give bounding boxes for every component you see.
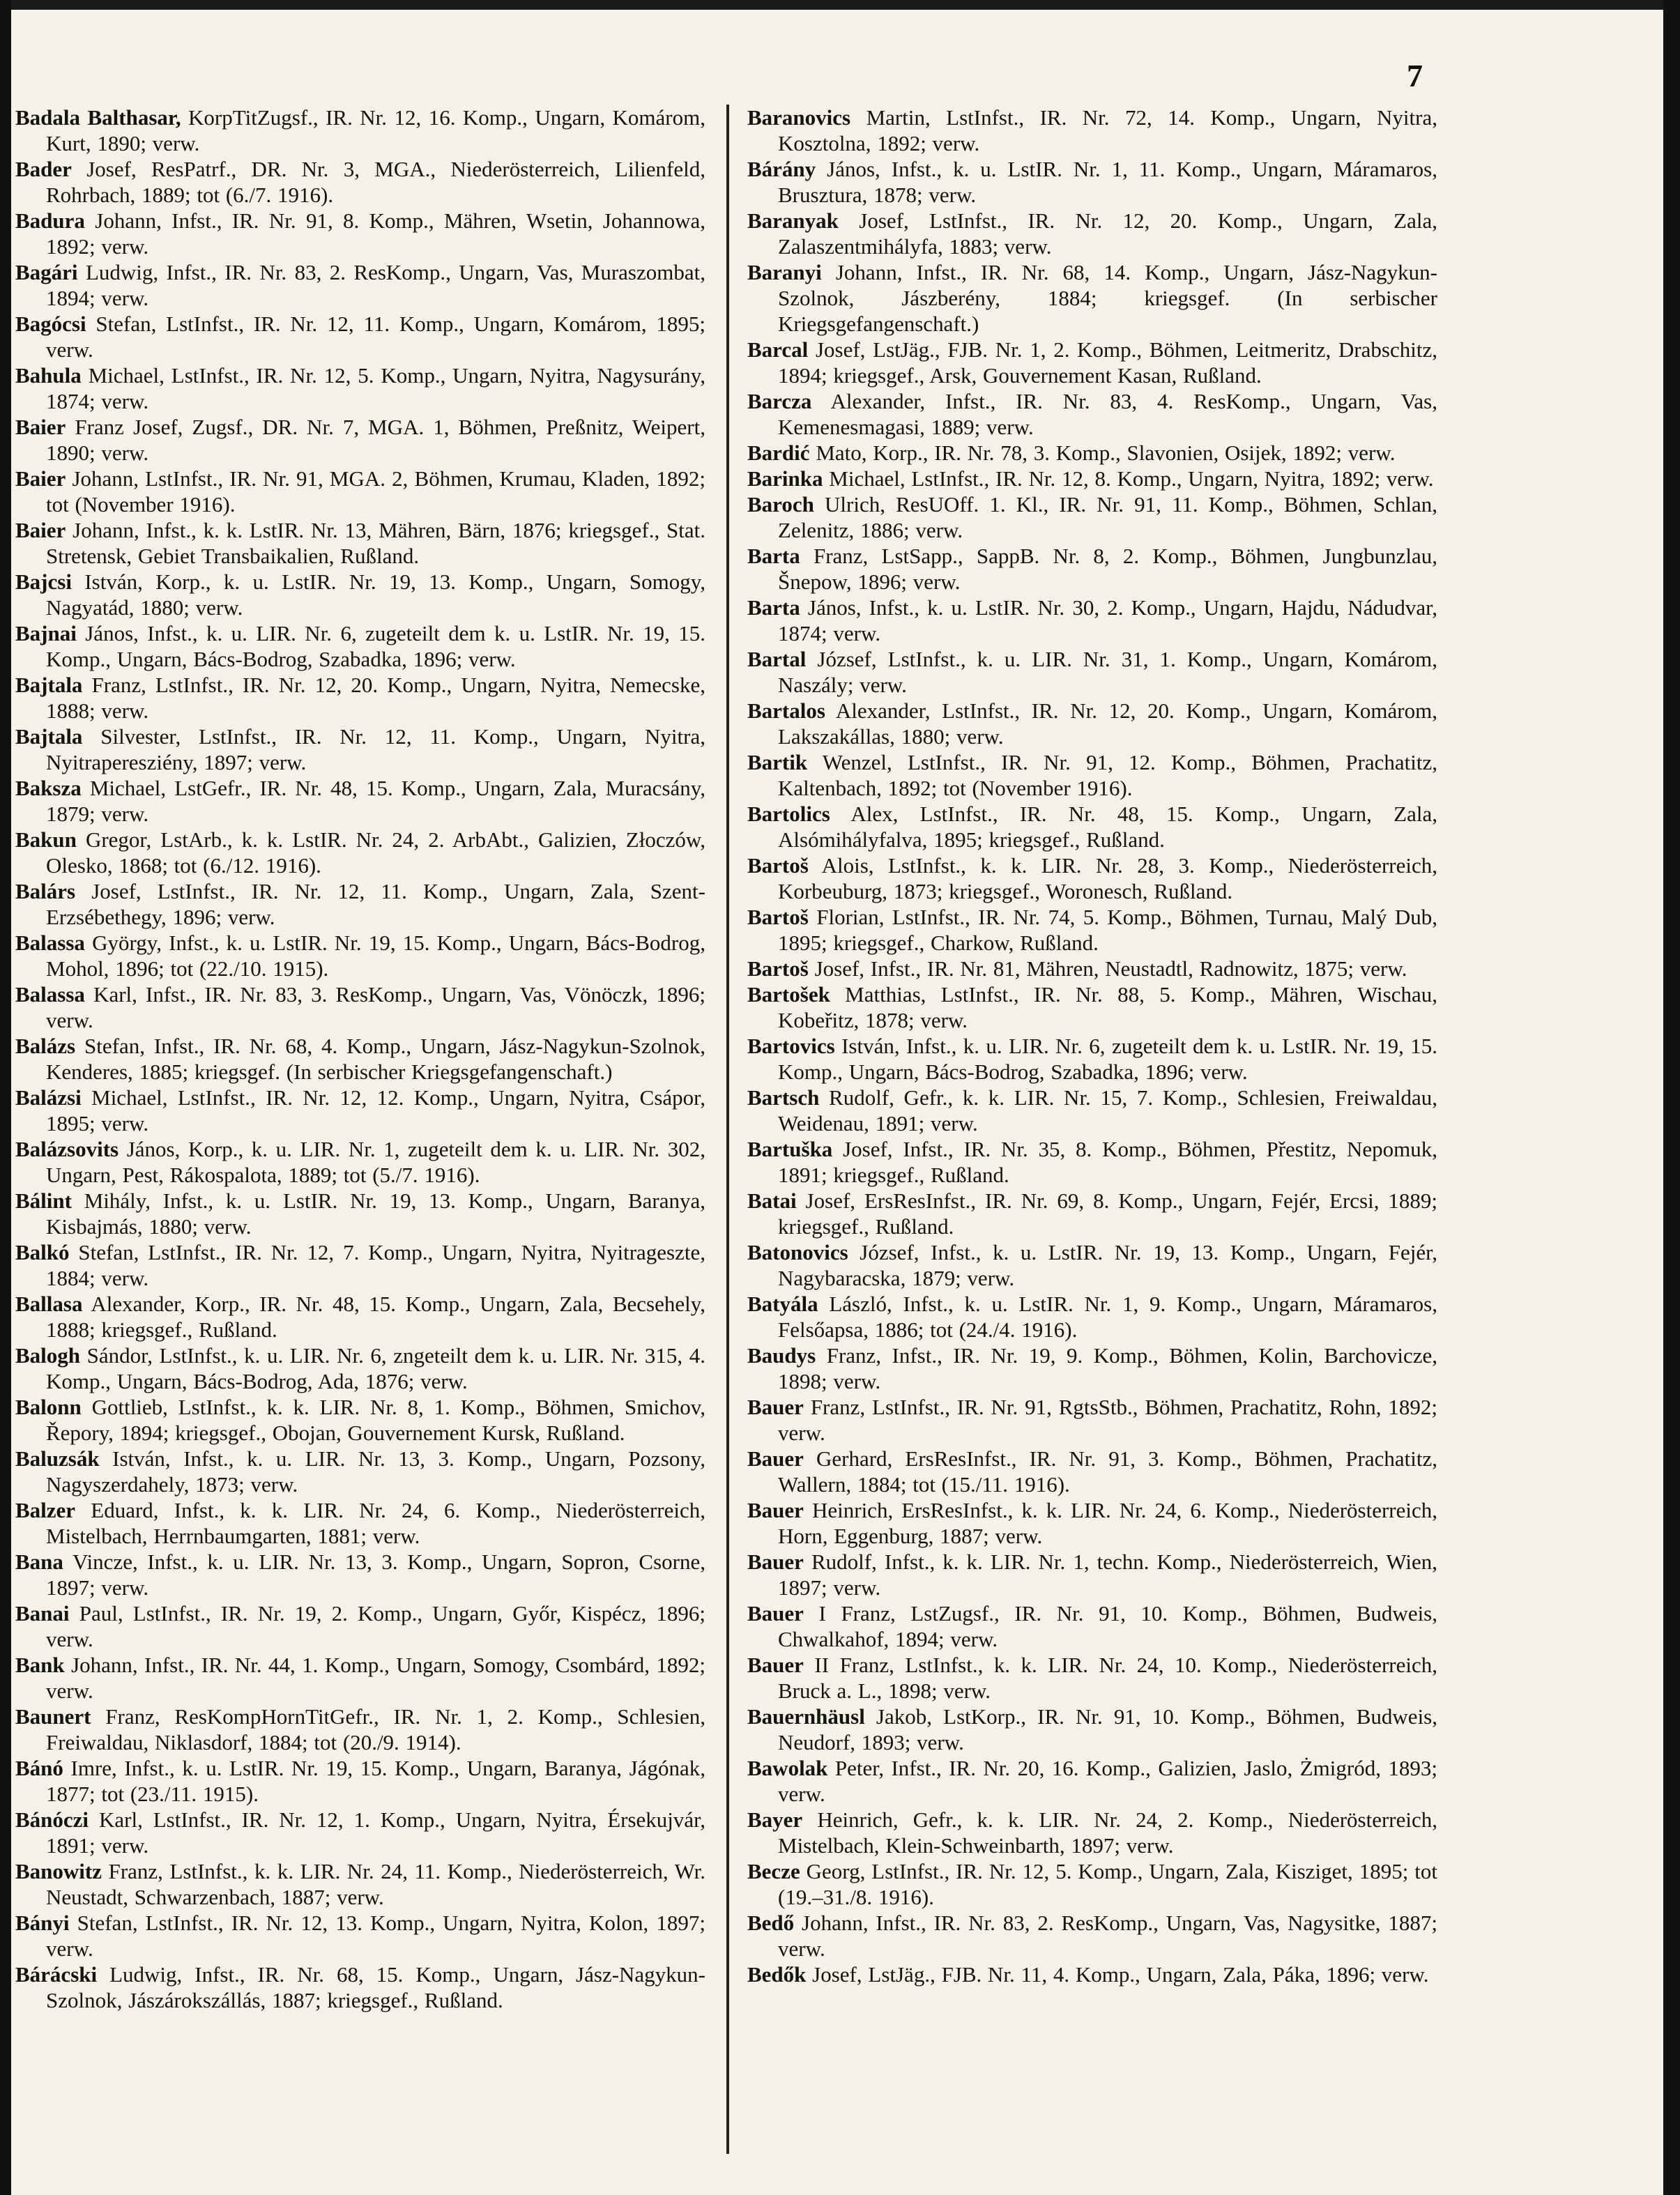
register-entry bbox=[15, 724, 705, 775]
entry-surname: Balzer bbox=[15, 1498, 76, 1522]
entry-surname: Barta bbox=[747, 595, 800, 620]
register-entry bbox=[15, 1858, 705, 1910]
entry-surname: Baudys bbox=[747, 1343, 816, 1368]
entry-surname: Balázsi bbox=[15, 1085, 82, 1110]
entry-surname: Bartoš bbox=[747, 853, 809, 878]
entry-details: Peter, Infst., IR. Nr. 20, 16. Komp., Galizien, Jaslo, Żmigród, 1893; verw. bbox=[778, 1756, 1437, 1806]
entry-surname: Balázs bbox=[15, 1034, 76, 1058]
register-entry bbox=[15, 362, 705, 414]
entry-surname: Bagócsi bbox=[15, 312, 86, 336]
register-entry bbox=[15, 930, 705, 981]
entry-surname: Barta bbox=[747, 544, 800, 568]
entry-details: Rudolf, Gefr., k. k. LIR. Nr. 15, 7. Komp., Schlesien, Freiwaldau, Weidenau, 1891; verw. bbox=[778, 1085, 1437, 1135]
entry-surname: Bauer bbox=[747, 1653, 804, 1677]
entry-surname: Bawolak bbox=[747, 1756, 828, 1780]
register-entry bbox=[15, 1600, 705, 1652]
entry-surname: Bajnai bbox=[15, 621, 77, 645]
entry-details: Josef, LstJäg., FJB. Nr. 11, 4. Komp., Ungarn, Zala, Páka, 1896; verw. bbox=[806, 1962, 1429, 1987]
entry-details: Alexander, Korp., IR. Nr. 48, 15. Komp., Ungarn, Zala, Becsehely, 1888; kriegsgef., Rußland. bbox=[46, 1292, 705, 1342]
entry-surname: Bauer bbox=[747, 1446, 804, 1471]
entry-details: János, Infst., k. u. LstIR. Nr. 30, 2. Komp., Ungarn, Hajdu, Nádudvar, 1874; verw. bbox=[778, 595, 1437, 645]
entry-details: Franz, LstInfst., IR. Nr. 12, 20. Komp., Ungarn, Nyitra, Nemecske, 1888; verw. bbox=[46, 673, 705, 723]
register-entry bbox=[747, 1755, 1437, 1807]
register-entry bbox=[15, 1497, 705, 1549]
register-entry bbox=[15, 1033, 705, 1085]
entry-surname: Bauer bbox=[747, 1550, 804, 1574]
register-entry bbox=[747, 904, 1437, 956]
entry-details: György, Infst., k. u. LstIR. Nr. 19, 15. Komp., Ungarn, Bács-Bodrog, Mohol, 1896; tot (22./10. 1915). bbox=[46, 931, 705, 981]
register-entry bbox=[747, 1858, 1437, 1910]
entry-surname: Badala Balthasar, bbox=[15, 105, 181, 130]
entry-details: István, Korp., k. u. LstIR. Nr. 19, 13. Komp., Ungarn, Somogy, Nagyatád, 1880; verw. bbox=[46, 569, 705, 620]
entry-surname: Bartolics bbox=[747, 802, 830, 826]
entry-surname: Baier bbox=[15, 518, 66, 542]
register-entry bbox=[747, 491, 1437, 543]
entry-details: II Franz, LstInfst., k. k. LIR. Nr. 24, 10. Komp., Niederösterreich, Bruck a. L., 1898; verw. bbox=[778, 1653, 1437, 1703]
entry-surname: Bank bbox=[15, 1653, 65, 1677]
register-entry bbox=[15, 672, 705, 724]
register-entry bbox=[747, 1910, 1437, 1961]
entry-details: István, Infst., k. u. LIR. Nr. 13, 3. Komp., Ungarn, Pozsony, Nagyszerdahely, 1873; verw. bbox=[46, 1446, 705, 1497]
register-entry bbox=[747, 466, 1437, 491]
register-entry bbox=[747, 749, 1437, 801]
entry-surname: Bardić bbox=[747, 441, 810, 465]
entry-surname: Bakun bbox=[15, 827, 77, 852]
entry-details: Alexander, LstInfst., IR. Nr. 12, 20. Komp., Ungarn, Komárom, Lakszakállas, 1880; verw. bbox=[778, 698, 1437, 749]
register-entry bbox=[15, 311, 705, 362]
register-entry bbox=[15, 1446, 705, 1497]
page-number: 7 bbox=[1407, 58, 1423, 93]
entry-surname: Badura bbox=[15, 208, 85, 233]
register-entry bbox=[747, 981, 1437, 1033]
entry-surname: Bader bbox=[15, 157, 72, 181]
register-entry bbox=[15, 1910, 705, 1961]
entry-surname: Bedők bbox=[747, 1962, 807, 1987]
entry-details: Josef, Infst., IR. Nr. 81, Mähren, Neustadtl, Radnowitz, 1875; verw. bbox=[808, 956, 1407, 981]
entry-surname: Bajtala bbox=[15, 673, 83, 697]
register-entry bbox=[747, 1446, 1437, 1497]
entry-details: József, Infst., k. u. LstIR. Nr. 19, 13. Komp., Ungarn, Fejér, Nagybaracska, 1879; verw. bbox=[778, 1240, 1437, 1290]
register-entry bbox=[15, 208, 705, 259]
entry-surname: Batai bbox=[747, 1188, 797, 1213]
entry-details: Johann, LstInfst., IR. Nr. 91, MGA. 2, Böhmen, Krumau, Kladen, 1892; tot (November 1916). bbox=[46, 466, 705, 517]
register-entry bbox=[15, 775, 705, 827]
entry-details: Josef, LstInfst., IR. Nr. 12, 20. Komp., Ungarn, Zala, Zalaszentmihályfa, 1883; verw. bbox=[778, 208, 1437, 259]
entry-surname: Balonn bbox=[15, 1395, 82, 1419]
entry-surname: Bana bbox=[15, 1550, 63, 1574]
register-entry bbox=[747, 1807, 1437, 1858]
entry-surname: Bauer bbox=[747, 1601, 804, 1626]
register-entry bbox=[747, 1652, 1437, 1704]
register-entry bbox=[747, 1033, 1437, 1085]
entry-details: Mato, Korp., IR. Nr. 78, 3. Komp., Slavonien, Osijek, 1892; verw. bbox=[809, 441, 1396, 465]
register-entry bbox=[15, 1961, 705, 2013]
entry-details: Franz, LstInfst., k. k. LIR. Nr. 24, 11. Komp., Niederösterreich, Wr. Neustadt, Schwarzenbach, 1887; verw. bbox=[46, 1859, 705, 1909]
register-entry bbox=[747, 208, 1437, 259]
entry-details: Sándor, LstInfst., k. u. LIR. Nr. 6, zngeteilt dem k. u. LIR. Nr. 315, 4. Komp., Ungarn, Bács-Bodrog, Ada, 1876; verw. bbox=[46, 1343, 705, 1393]
register-entry bbox=[747, 698, 1437, 749]
register-entry bbox=[15, 1239, 705, 1291]
register-entry bbox=[747, 543, 1437, 595]
register-entry bbox=[15, 517, 705, 569]
entry-surname: Bartošek bbox=[747, 982, 830, 1007]
register-entry bbox=[747, 1136, 1437, 1188]
entry-surname: Baksza bbox=[15, 776, 82, 800]
register-entry bbox=[15, 105, 705, 156]
entry-details: Franz Josef, Zugsf., DR. Nr. 7, MGA. 1, Böhmen, Preßnitz, Weipert, 1890; verw. bbox=[46, 415, 705, 465]
entry-surname: Bauernhäusl bbox=[747, 1704, 865, 1729]
entry-surname: Barcza bbox=[747, 389, 812, 413]
entry-details: Ulrich, ResUOff. 1. Kl., IR. Nr. 91, 11. Komp., Böhmen, Schlan, Zelenitz, 1886; verw. bbox=[778, 492, 1437, 542]
register-entry bbox=[15, 466, 705, 517]
entry-details: Alexander, Infst., IR. Nr. 83, 4. ResKomp., Ungarn, Vas, Kemenesmagasi, 1889; verw. bbox=[778, 389, 1437, 439]
scan-border-left bbox=[0, 0, 11, 2195]
entry-surname: Bauer bbox=[747, 1395, 804, 1419]
entry-details: Stefan, LstInfst., IR. Nr. 12, 11. Komp., Ungarn, Komárom, 1895; verw. bbox=[46, 312, 705, 362]
register-entry bbox=[15, 1549, 705, 1600]
entry-details: I Franz, LstZugsf., IR. Nr. 91, 10. Komp., Böhmen, Budweis, Chwalkahof, 1894; verw. bbox=[778, 1601, 1437, 1651]
entry-surname: Batyála bbox=[747, 1292, 818, 1316]
entry-details: Franz, Infst., IR. Nr. 19, 9. Komp., Böhmen, Kolin, Barchovicze, 1898; verw. bbox=[778, 1343, 1437, 1393]
entry-surname: Baranyak bbox=[747, 208, 839, 233]
register-entry bbox=[747, 1497, 1437, 1549]
entry-surname: Ballasa bbox=[15, 1292, 83, 1316]
entry-surname: Bartsch bbox=[747, 1085, 820, 1110]
entry-details: Jakob, LstKorp., IR. Nr. 91, 10. Komp., Böhmen, Budweis, Neudorf, 1893; verw. bbox=[778, 1704, 1437, 1754]
register-entry bbox=[747, 956, 1437, 981]
entry-details: Karl, LstInfst., IR. Nr. 12, 1. Komp., Ungarn, Nyitra, Érsekujvár, 1891; verw. bbox=[46, 1807, 705, 1858]
entry-surname: Bagári bbox=[15, 260, 78, 284]
entry-surname: Balassa bbox=[15, 931, 85, 955]
entry-surname: Baunert bbox=[15, 1704, 91, 1729]
entry-details: Georg, LstInfst., IR. Nr. 12, 5. Komp., Ungarn, Zala, Kisziget, 1895; tot (19.–31./8. 1916). bbox=[778, 1859, 1437, 1909]
entry-surname: Baranyi bbox=[747, 260, 822, 284]
entry-details: Karl, Infst., IR. Nr. 83, 3. ResKomp., Ungarn, Vas, Vönöczk, 1896; verw. bbox=[46, 982, 705, 1032]
entry-details: Michael, LstInfst., IR. Nr. 12, 12. Komp., Ungarn, Nyitra, Csápor, 1895; verw. bbox=[46, 1085, 705, 1135]
register-entry bbox=[747, 1085, 1437, 1136]
register-entry bbox=[15, 1652, 705, 1704]
register-entry bbox=[15, 1394, 705, 1446]
entry-surname: Bárány bbox=[747, 157, 816, 181]
scan-border-right bbox=[1663, 0, 1680, 2195]
entry-details: Johann, Infst., IR. Nr. 44, 1. Komp., Ungarn, Somogy, Csombárd, 1892; verw. bbox=[46, 1653, 705, 1703]
entry-details: Michael, LstInfst., IR. Nr. 12, 8. Komp., Ungarn, Nyitra, 1892; verw. bbox=[823, 466, 1434, 491]
register-entry bbox=[747, 595, 1437, 646]
entry-details: Stefan, LstInfst., IR. Nr. 12, 7. Komp., Ungarn, Nyitra, Nyitrageszte, 1884; verw. bbox=[46, 1240, 705, 1290]
register-entry bbox=[747, 801, 1437, 852]
register-entry bbox=[747, 105, 1437, 156]
entry-details: László, Infst., k. u. LstIR. Nr. 1, 9. Komp., Ungarn, Máramaros, Felsőapsa, 1886; tot (24./4. 1916). bbox=[778, 1292, 1437, 1342]
register-entry bbox=[747, 1600, 1437, 1652]
entry-details: Franz, ResKompHornTitGefr., IR. Nr. 1, 2. Komp., Schlesien, Freiwaldau, Niklasdorf, 1884; tot (20./9. 1914). bbox=[46, 1704, 705, 1754]
entry-details: Matthias, LstInfst., IR. Nr. 88, 5. Komp., Mähren, Wischau, Kobeřitz, 1878; verw. bbox=[778, 982, 1437, 1032]
entry-details: Johann, Infst., IR. Nr. 91, 8. Komp., Mähren, Wsetin, Johannowa, 1892; verw. bbox=[46, 208, 705, 259]
entry-details: Gregor, LstArb., k. k. LstIR. Nr. 24, 2. ArbAbt., Galizien, Złoczów, Olesko, 1868; tot (6./12. 1916). bbox=[46, 827, 705, 878]
register-entry bbox=[747, 440, 1437, 466]
entry-details: Gottlieb, LstInfst., k. k. LIR. Nr. 8, 1. Komp., Böhmen, Smichov, Řepory, 1894; kriegsgef., Obojan, Gouvernement Kursk, Rußland. bbox=[46, 1395, 705, 1445]
entry-surname: Bartoš bbox=[747, 905, 809, 929]
register-entry bbox=[15, 1343, 705, 1394]
entry-details: Vincze, Infst., k. u. LIR. Nr. 13, 3. Komp., Ungarn, Sopron, Csorne, 1897; verw. bbox=[46, 1550, 705, 1600]
column-divider bbox=[726, 105, 729, 2154]
entry-details: Josef, ErsResInfst., IR. Nr. 69, 8. Komp., Ungarn, Fejér, Ercsi, 1889; kriegsgef., Rußland. bbox=[778, 1188, 1437, 1239]
entry-details: Josef, LstJäg., FJB. Nr. 1, 2. Komp., Böhmen, Leitmeritz, Drabschitz, 1894; kriegsgef., Arsk, Gouvernement Kasan, Rußland. bbox=[778, 337, 1437, 388]
register-entry bbox=[15, 981, 705, 1033]
entry-details: Stefan, LstInfst., IR. Nr. 12, 13. Komp., Ungarn, Nyitra, Kolon, 1897; verw. bbox=[46, 1911, 705, 1961]
entry-surname: Barcal bbox=[747, 337, 809, 362]
entry-details: Michael, LstGefr., IR. Nr. 48, 15. Komp., Ungarn, Zala, Muracsány, 1879; verw. bbox=[46, 776, 705, 826]
register-entry bbox=[747, 259, 1437, 337]
entry-surname: Bahula bbox=[15, 363, 82, 388]
register-entry bbox=[15, 414, 705, 466]
entry-surname: Bajtala bbox=[15, 724, 83, 749]
column-right bbox=[747, 105, 1437, 2185]
entry-surname: Baier bbox=[15, 466, 66, 491]
entry-details: János, Infst., k. u. LstIR. Nr. 1, 11. Komp., Ungarn, Máramaros, Brusztura, 1878; verw. bbox=[778, 157, 1437, 207]
entry-surname: Bartalos bbox=[747, 698, 825, 723]
entry-surname: Bartovics bbox=[747, 1034, 835, 1058]
entry-details: József, LstInfst., k. u. LIR. Nr. 31, 1. Komp., Ungarn, Komárom, Naszály; verw. bbox=[778, 647, 1437, 697]
register-entry bbox=[15, 1188, 705, 1239]
entry-details: Franz, LstInfst., IR. Nr. 91, RgtsStb., Böhmen, Prachatitz, Rohn, 1892; verw. bbox=[778, 1395, 1437, 1445]
register-entry bbox=[15, 827, 705, 878]
register-entry bbox=[747, 1549, 1437, 1600]
entry-details: Johann, Infst., k. k. LstIR. Nr. 13, Mähren, Bärn, 1876; kriegsgef., Stat. Stretensk, Gebiet Transbaikalien, Rußland. bbox=[46, 518, 705, 568]
entry-details: Alois, LstInfst., k. k. LIR. Nr. 28, 3. Komp., Niederösterreich, Korbeuburg, 1873; kriegsgef., Woronesch, Rußland. bbox=[778, 853, 1437, 903]
entry-surname: Baroch bbox=[747, 492, 814, 517]
register-entry bbox=[747, 646, 1437, 698]
register-entry bbox=[15, 878, 705, 930]
register-entry bbox=[15, 1085, 705, 1136]
register-entry bbox=[15, 569, 705, 620]
entry-details: Josef, ResPatrf., DR. Nr. 3, MGA., Niederösterreich, Lilienfeld, Rohrbach, 1889; tot (6./7. 1916). bbox=[46, 157, 705, 207]
register-entry bbox=[747, 388, 1437, 440]
register-entry bbox=[15, 1704, 705, 1755]
entry-surname: Bálint bbox=[15, 1188, 72, 1213]
entry-details: Imre, Infst., k. u. LstIR. Nr. 19, 15. Komp., Ungarn, Baranya, Jágónak, 1877; tot (23./11. 1915). bbox=[46, 1756, 705, 1806]
entry-details: Ludwig, Infst., IR. Nr. 83, 2. ResKomp., Ungarn, Vas, Muraszombat, 1894; verw. bbox=[46, 260, 705, 310]
register-entry bbox=[15, 259, 705, 311]
scan-border-top bbox=[0, 0, 1680, 10]
entry-details: Heinrich, Gefr., k. k. LIR. Nr. 24, 2. Komp., Niederösterreich, Mistelbach, Klein-Schweinbarth, 1897; verw. bbox=[778, 1807, 1437, 1858]
entry-details: Josef, Infst., IR. Nr. 35, 8. Komp., Böhmen, Přestitz, Nepomuk, 1891; kriegsgef., Rußland. bbox=[778, 1137, 1437, 1187]
register-entry bbox=[747, 852, 1437, 904]
register-entry bbox=[747, 1239, 1437, 1291]
register-entry bbox=[747, 1188, 1437, 1239]
entry-details: Josef, LstInfst., IR. Nr. 12, 11. Komp., Ungarn, Zala, Szent-Erzsébethegy, 1896; verw. bbox=[46, 879, 705, 929]
column-left bbox=[15, 105, 705, 2185]
entry-surname: Banowitz bbox=[15, 1859, 102, 1883]
register-entry bbox=[747, 1343, 1437, 1394]
entry-surname: Baranovics bbox=[747, 105, 851, 130]
entry-details: Alex, LstInfst., IR. Nr. 48, 15. Komp., Ungarn, Zala, Alsómihályfalva, 1895; kriegsgef., Rußland. bbox=[778, 802, 1437, 852]
register-entry bbox=[747, 1394, 1437, 1446]
register-entry bbox=[747, 1291, 1437, 1343]
entry-surname: Balogh bbox=[15, 1343, 81, 1368]
entry-surname: Becze bbox=[747, 1859, 800, 1883]
register-entry bbox=[15, 1807, 705, 1858]
entry-surname: Bayer bbox=[747, 1807, 803, 1832]
entry-details: Johann, Infst., IR. Nr. 83, 2. ResKomp., Ungarn, Vas, Nagysitke, 1887; verw. bbox=[778, 1911, 1437, 1961]
register-entry bbox=[15, 1136, 705, 1188]
entry-surname: Balassa bbox=[15, 982, 85, 1007]
entry-details: Ludwig, Infst., IR. Nr. 68, 15. Komp., Ungarn, Jász-Nagykun-Szolnok, Jászárokszállás, 1887; kriegsgef., Rußland. bbox=[46, 1962, 705, 2012]
entry-details: Heinrich, ErsResInfst., k. k. LIR. Nr. 24, 6. Komp., Niederösterreich, Horn, Eggenburg, 1887; verw. bbox=[778, 1498, 1437, 1548]
entry-surname: Bánóczi bbox=[15, 1807, 89, 1832]
entry-details: Silvester, LstInfst., IR. Nr. 12, 11. Komp., Ungarn, Nyitra, Nyitraperesziény, 1897; verw. bbox=[46, 724, 705, 774]
entry-details: Johann, Infst., IR. Nr. 68, 14. Komp., Ungarn, Jász-Nagykun-Szolnok, Jászberény, 1884; kriegsgef. (In serbischer Kriegsgefangenschaft.) bbox=[778, 260, 1437, 336]
register-entry bbox=[747, 337, 1437, 388]
entry-surname: Bartoš bbox=[747, 956, 809, 981]
entry-surname: Balázsovits bbox=[15, 1137, 119, 1161]
entry-details: Rudolf, Infst., k. k. LIR. Nr. 1, techn. Komp., Niederösterreich, Wien, 1897; verw. bbox=[778, 1550, 1437, 1600]
entry-surname: Banai bbox=[15, 1601, 70, 1626]
entry-details: Gerhard, ErsResInfst., IR. Nr. 91, 3. Komp., Böhmen, Prachatitz, Wallern, 1884; tot (15./11. 1916). bbox=[778, 1446, 1437, 1497]
register-entry bbox=[15, 1291, 705, 1343]
entry-details: Franz, LstSapp., SappB. Nr. 8, 2. Komp., Böhmen, Jungbunzlau, Šnepow, 1896; verw. bbox=[778, 544, 1437, 594]
entry-surname: Baluzsák bbox=[15, 1446, 100, 1471]
entry-details: Florian, LstInfst., IR. Nr. 74, 5. Komp., Böhmen, Turnau, Malý Dub, 1895; kriegsgef., Charkow, Rußland. bbox=[778, 905, 1437, 955]
entry-surname: Bajcsi bbox=[15, 569, 72, 594]
entry-surname: Batonovics bbox=[747, 1240, 848, 1264]
register-entry bbox=[15, 156, 705, 208]
entry-details: Paul, LstInfst., IR. Nr. 19, 2. Komp., Ungarn, Győr, Kispécz, 1896; verw. bbox=[46, 1601, 705, 1651]
entry-surname: Balárs bbox=[15, 879, 76, 903]
entry-surname: Bartuška bbox=[747, 1137, 833, 1161]
entry-surname: Bartik bbox=[747, 750, 808, 774]
entry-surname: Balkó bbox=[15, 1240, 70, 1264]
entry-details: István, Infst., k. u. LIR. Nr. 6, zugeteilt dem k. u. LstIR. Nr. 19, 15. Komp., Ungarn, Bács-Bodrog, Szabadka, 1896; verw. bbox=[778, 1034, 1437, 1084]
entry-details: János, Infst., k. u. LIR. Nr. 6, zugeteilt dem k. u. LstIR. Nr. 19, 15. Komp., Ungarn, Bács-Bodrog, Szabadka, 1896; verw. bbox=[46, 621, 705, 671]
entry-details: Martin, LstInfst., IR. Nr. 72, 14. Komp., Ungarn, Nyitra, Kosztolna, 1892; verw. bbox=[778, 105, 1437, 155]
entry-details: Michael, LstInfst., IR. Nr. 12, 5. Komp., Ungarn, Nyitra, Nagysurány, 1874; verw. bbox=[46, 363, 705, 413]
entry-details: János, Korp., k. u. LIR. Nr. 1, zugeteilt dem k. u. LIR. Nr. 302, Ungarn, Pest, Rákospalota, 1889; tot (5./7. 1916). bbox=[46, 1137, 705, 1187]
register-entry bbox=[747, 1704, 1437, 1755]
entry-surname: Barinka bbox=[747, 466, 823, 491]
entry-details: Stefan, Infst., IR. Nr. 68, 4. Komp., Ungarn, Jász-Nagykun-Szolnok, Kenderes, 1885; kriegsgef. (In serbischer Kriegsgefangenschaft.) bbox=[46, 1034, 705, 1084]
entry-surname: Bauer bbox=[747, 1498, 804, 1522]
entry-surname: Baier bbox=[15, 415, 66, 439]
entry-details: KorpTitZugsf., IR. Nr. 12, 16. Komp., Ungarn, Komárom, Kurt, 1890; verw. bbox=[46, 105, 705, 155]
register-entry bbox=[747, 156, 1437, 208]
entry-surname: Bedő bbox=[747, 1911, 795, 1935]
register-entry bbox=[747, 1961, 1437, 1987]
entry-details: Wenzel, LstInfst., IR. Nr. 91, 12. Komp., Böhmen, Prachatitz, Kaltenbach, 1892; tot (November 1916). bbox=[778, 750, 1437, 800]
entry-surname: Bányi bbox=[15, 1911, 70, 1935]
register-entry bbox=[15, 1755, 705, 1807]
entry-details: Mihály, Infst., k. u. LstIR. Nr. 19, 13. Komp., Ungarn, Baranya, Kisbajmás, 1880; verw. bbox=[46, 1188, 705, 1239]
entry-details: Eduard, Infst., k. k. LIR. Nr. 24, 6. Komp., Niederösterreich, Mistelbach, Herrnbaumgarten, 1881; verw. bbox=[46, 1498, 705, 1548]
register-entry bbox=[15, 620, 705, 672]
entry-surname: Bánó bbox=[15, 1756, 63, 1780]
entry-surname: Bárácski bbox=[15, 1962, 98, 1987]
entry-surname: Bartal bbox=[747, 647, 807, 671]
